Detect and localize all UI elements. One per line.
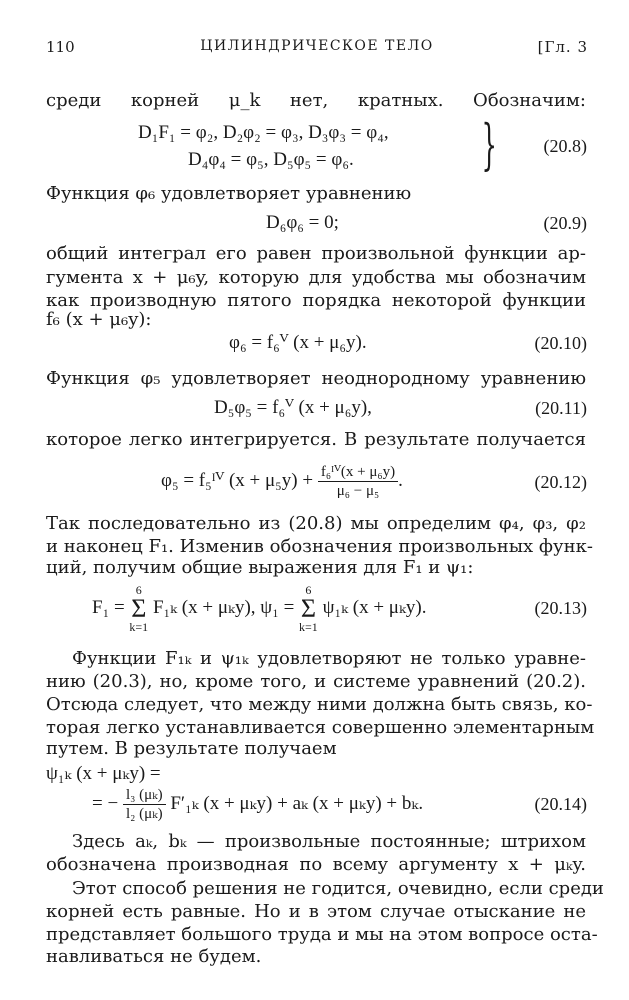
summation-sign	[129, 584, 148, 634]
text-line: общий интеграл его равен произвольной функции ар-	[46, 243, 586, 264]
fraction-numerator: f₆ᴵⱽ(x + μ₆y)	[318, 463, 398, 482]
text-line: Отсюда следует, что между ними должна быть связь, ко-	[46, 694, 593, 715]
equation-part: F′₁ₖ (x + μₖy) + aₖ (x + μₖy) + bₖ.	[170, 793, 424, 814]
equation-20-8-row1: D₁F₁ = φ₂, D₂φ₂ = φ₃, D₃φ₃ = φ₄,	[138, 122, 389, 143]
fraction	[318, 463, 398, 500]
equation-20-9: D₆φ₆ = 0;	[266, 212, 339, 233]
text-line: Здесь aₖ, bₖ — произвольные постоянные; штрихом	[72, 831, 586, 852]
equation-number: (20.14)	[534, 794, 587, 814]
equation-20-13	[92, 582, 427, 634]
equation-number: (20.8)	[543, 136, 587, 156]
equation-lhs: φ₅ = f₅ᴵⱽ (x + μ₅y) +	[161, 470, 314, 491]
text-line: торая легко устанавливается совершенно элементарным	[46, 717, 595, 738]
running-title: ЦИЛИНДРИЧЕСКОЕ ТЕЛО	[200, 38, 434, 54]
equation-20-12: φ₅ = f₅ᴵⱽ (x + μ₅y) + $\frac{\text{f₆ᴵⱽ(x + μ₆y)}}{\text{μ₆ − μ₅}}$ .	[161, 464, 403, 500]
equation-number: (20.11)	[535, 398, 587, 418]
chapter-label: [Гл. 3	[537, 38, 588, 56]
text-line: ций, получим общие выражения для F₁ и ψ₁:	[46, 557, 474, 578]
equation-20-8-row2: D₄φ₄ = φ₅, D₅φ₅ = φ₆.	[188, 149, 354, 170]
text-line: которое легко интегрируется. В результате получается	[46, 429, 586, 450]
equation-part: = −	[92, 793, 119, 814]
right-brace: }	[481, 113, 497, 176]
fraction-denominator: l₂ (μₖ)	[125, 806, 163, 823]
text-line: путем. В результате получаем	[46, 738, 337, 759]
sum-symbol: Σ	[300, 593, 316, 623]
sum-lower: k=1	[299, 619, 318, 634]
text-line: как производную пятого порядка некоторой функции	[46, 290, 586, 311]
equation-number: (20.9)	[543, 213, 587, 233]
fraction	[123, 786, 166, 823]
sum-symbol: Σ	[131, 593, 147, 623]
page-header	[46, 38, 588, 60]
equation-20-11: D₅φ₅ = f₆ⱽ (x + μ₆y),	[214, 397, 372, 418]
text-line: среди корней μ_k нет, кратных. Обозначим:	[46, 90, 586, 111]
page-number: 110	[46, 38, 75, 56]
text-line: гумента x + μ₆y, которую для удобства мы обозначим	[46, 267, 586, 288]
sum-upper: 6	[135, 582, 142, 597]
equation-number: (20.10)	[534, 333, 587, 353]
text-line: Этот способ решения не годится, очевидно, если среди	[72, 878, 604, 899]
fraction-denominator: μ₆ − μ₅	[336, 483, 380, 500]
text-line: нию (20.3), но, кроме того, и системе уравнений (20.2).	[46, 671, 586, 692]
equation-20-14-lhs: ψ₁ₖ (x + μₖy) =	[46, 763, 161, 784]
text-line: Функции F₁ₖ и ψ₁ₖ удовлетворяют не только уравне-	[72, 648, 586, 669]
text-line: Функция φ₆ удовлетворяет уравнению	[46, 183, 412, 204]
text-line: и наконец F₁. Изменив обозначения произвольных функ-	[46, 536, 593, 557]
text-line: f₆ (x + μ₆y):	[46, 309, 152, 330]
equation-number: (20.12)	[534, 472, 587, 492]
equation-number: (20.13)	[534, 598, 587, 618]
sum-upper: 6	[305, 582, 312, 597]
text-line: Так последовательно из (20.8) мы определим φ₄, φ₃, φ₂	[46, 513, 586, 534]
text-line: навливаться не будем.	[46, 946, 262, 967]
text-line: обозначена производная по всему аргументу x + μₖy.	[46, 854, 586, 875]
text-line: корней есть равные. Но и в этом случае отыскание не	[46, 901, 586, 922]
equation-20-10: φ₆ = f₆ⱽ (x + μ₆y).	[229, 332, 367, 353]
equation-part: ψ₁ₖ (x + μₖy).	[322, 597, 427, 618]
fraction-numerator: l₃ (μₖ)	[123, 786, 166, 805]
equation-part: F₁ₖ (x + μₖy), ψ₁ =	[152, 597, 295, 618]
summation-sign	[299, 584, 318, 634]
equation-20-14-rhs	[92, 784, 423, 824]
text-line: представляет большого труда и мы на этом вопросе оста-	[46, 924, 598, 945]
text-line: Функция φ₅ удовлетворяет неоднородному уравнению	[46, 368, 586, 389]
equation-part: F₁ =	[92, 597, 125, 618]
sum-lower: k=1	[129, 619, 149, 634]
